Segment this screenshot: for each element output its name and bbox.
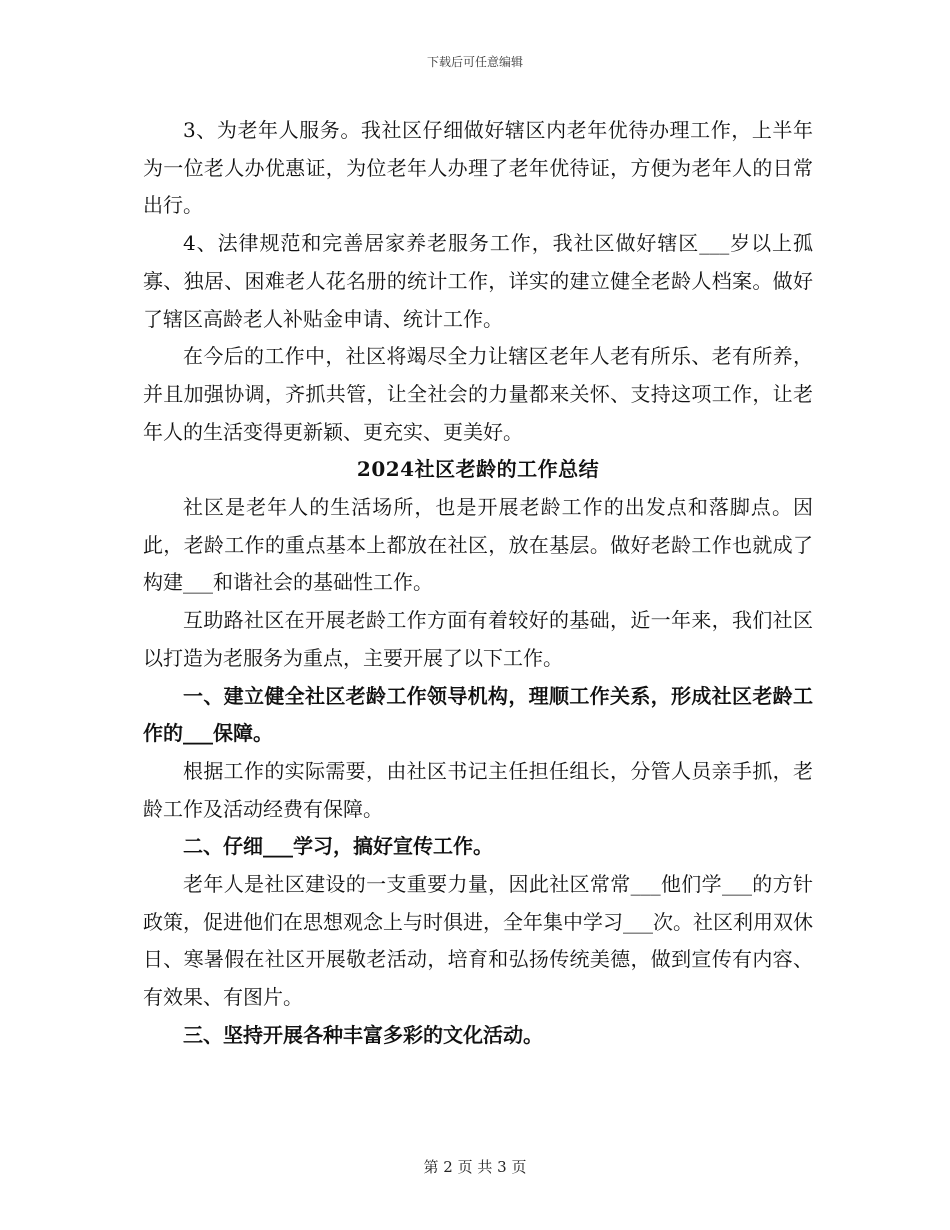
page-footer: 第 2 页 共 3 页 <box>423 1158 527 1176</box>
paragraph-intro: 社区是老年人的生活场所，也是开展老龄工作的出发点和落脚点。因此，老龄工作的重点基本上都放在社区，放在基层。做好老龄工作也就成了构建___和谐社会的基础性工作。 <box>143 495 813 595</box>
paragraph-publicity: 老年人是社区建设的一支重要力量，因此社区常常___他们学___的方针政策，促进他们在思想观念上与时俱进，全年集中学习___次。社区利用双休日、寒暑假在社区开展敬老活动，培育和弘扬传统美德，做到宣传有内容、有效果、有图片。 <box>143 872 813 1010</box>
heading-one: 一、建立健全社区老龄工作领导机构，理顺工作关系，形成社区老龄工作的___保障。 <box>143 683 813 746</box>
heading-two: 二、仔细___学习，搞好宣传工作。 <box>183 834 493 859</box>
paragraph-item-4: 4、法律规范和完善居家养老服务工作，我社区做好辖区___岁以上孤寡、独居、困难老人花名册的统计工作，详实的建立健全老龄人档案。做好了辖区高龄老人补贴金申请、统计工作。 <box>143 231 813 331</box>
paragraph-item-3: 3、为老年人服务。我社区仔细做好辖区内老年优待办理工作，上半年为一位老人办优惠证，为位老年人办理了老年优待证，方便为老年人的日常出行。 <box>143 118 813 218</box>
section-title: 2024社区老龄的工作总结 <box>356 457 600 482</box>
paragraph-future-work: 在今后的工作中，社区将竭尽全力让辖区老年人老有所乐、老有所养，并且加强协调，齐抓共管，让全社会的力量都来关怀、支持这项工作，让老年人的生活变得更新颖、更充实、更美好。 <box>143 344 813 444</box>
paragraph-overview: 互助路社区在开展老龄工作方面有着较好的基础，近一年来，我们社区以打造为老服务为重点，主要开展了以下工作。 <box>143 608 813 670</box>
paragraph-leadership: 根据工作的实际需要，由社区书记主任担任组长，分管人员亲手抓，老龄工作及活动经费有保障。 <box>143 758 813 821</box>
document-body <box>143 112 813 1055</box>
page-header: 下载后可任意编辑 <box>426 55 523 69</box>
heading-three: 三、坚持开展各种丰富多彩的文化活动。 <box>183 1022 543 1047</box>
